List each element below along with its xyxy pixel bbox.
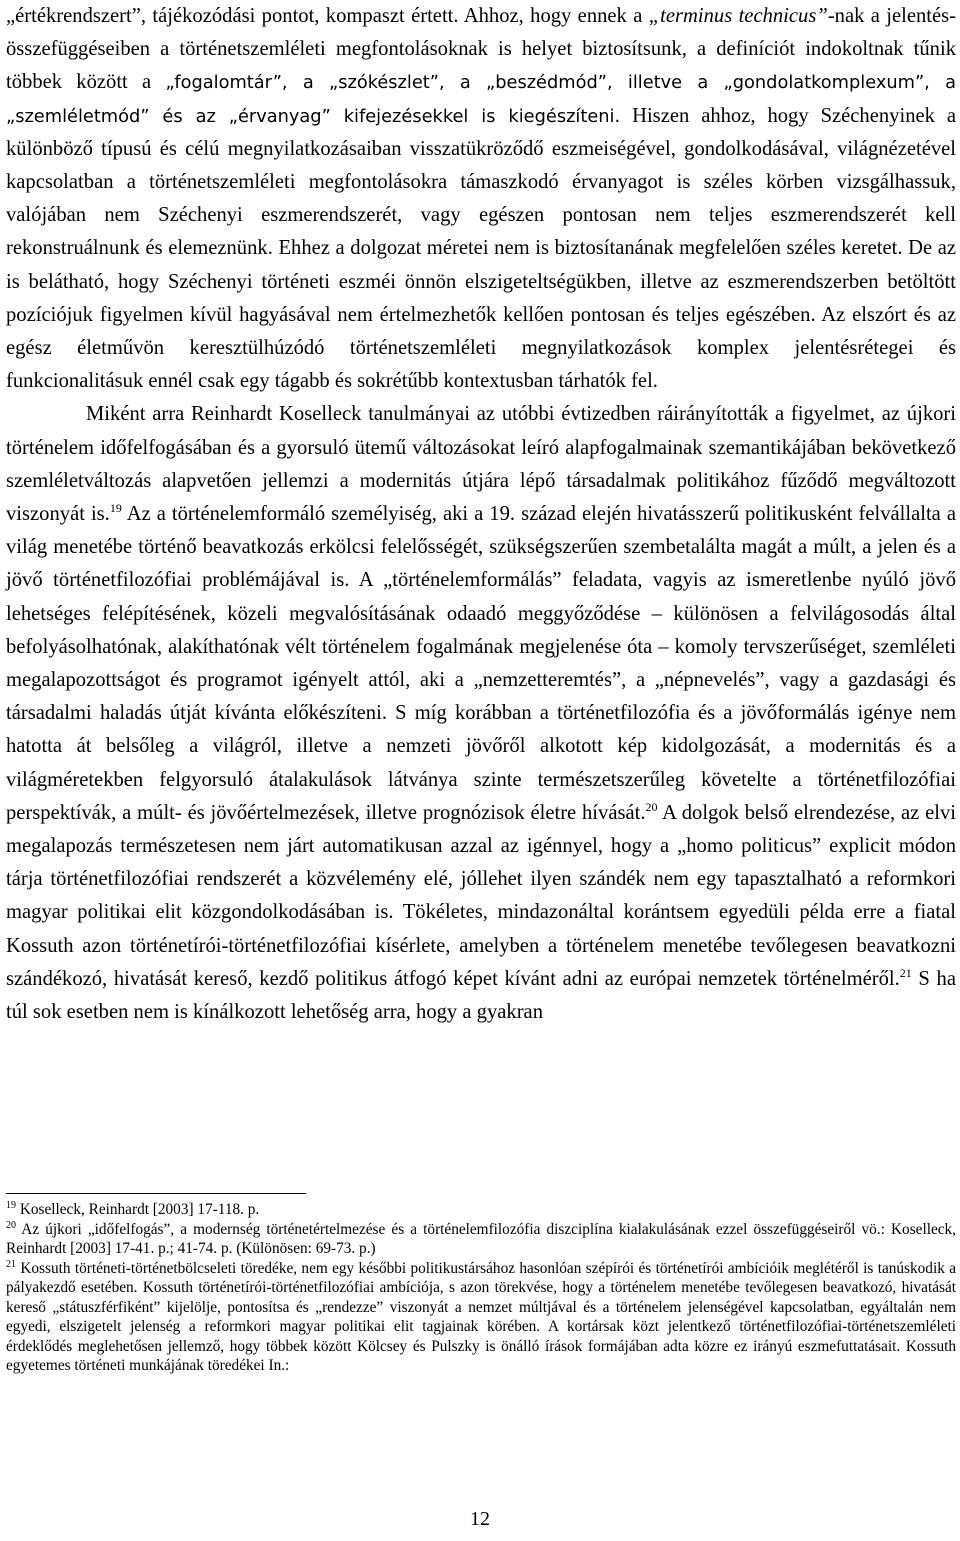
footnote-number: 21 xyxy=(6,1258,16,1270)
footnote-text: Koselleck, Reinhardt [2003] 17-118. p. xyxy=(19,1201,260,1218)
main-text xyxy=(6,0,956,1029)
footnote-text: Kossuth történeti-történetbölcseleti töredéke, nem egy későbbi politikustársához hasonlóan szépírói és történetírói ambícióik meglétéről is tanúskodik a pályakezdő esetében. Kossuth történetírói-történetfilozófiai ambíciója, s azon törekvése, hogy a történelem menetébe tevőlegesen beavatkozó, hivatását kereső „státuszférfiként” kijelölje, pontosítsa és „rendezze” viszonyát a nemzet múltjával és a történelem jelenségével kapcsolatban, egyáltalán nem egyedi, elszigetelt jelenség a reformkori magyar politikai elit tagjainak körében. A kortársak közt jelentkező történetfilozófiai-történetszemléleti érdeklődés meglehetősen jellemző, hogy többek között Kölcsey és Pulszky is önálló írások formájában adta közre ez irányú eszmefuttatásait. Kossuth egyetemes történeti munkájának töredékei In.: xyxy=(6,1259,956,1374)
text-run: A dolgok belső elrendezése, az elvi megalapozás természetesen nem járt automatikusan azzal az igénnyel, hogy a „homo politicus” explicit módon tárja történetfilozófiai rendszerét a közvélemény elé, jóllehet ilyen szándék nem egy tapasztalható a reformkori magyar politikai elit közgondolkodásában is. Tökéletes, mindazonáltal korántsem egyedüli példa erre a fiatal Kossuth azon történetírói-történetfilozófiai kísérlete, amelyben a történelem menetébe tevőlegesen beavatkozni szándékozó, hivatását kereső, kezdő politikus átfogó képet kívánt adni az európai nemzetek történelméről. xyxy=(6,801,956,990)
text-run: -nak a jelentés-összefüggéseiben a történetszemléleti megfontolásoknak is helyet biztosítsunk, a definíciót indokoltnak tűnik többek között a xyxy=(6,5,956,94)
footnote-20 xyxy=(6,1220,956,1259)
text-run: Miként arra Reinhardt Koselleck tanulmányai az utóbbi évtizedben ráirányították a figyelmet, az újkori történelem időfelfogásában és a gyorsuló ütemű változásokat leíró alapfogalmainak szemantikájában bekövetkező szemléletváltozás alapvetően jellemzi a modernitás útjára lépő társadalmak politikához fűződő megváltozott viszonyát is. xyxy=(6,403,956,526)
footnote-ref: 19 xyxy=(109,501,122,516)
text-run: Az a történelemformáló személyiség, aki a 19. század elején hivatásszerű politikusként felvállalta a világ menetébe történő beavatkozás erkölcsi felelősségét, szükségszerűen szembetalálta magát a múlt, a jelen és a jövő történetfilozófiai problémájával is. A „történelemformálás” feladata, vagyis az ismeretlenbe nyúló jövő lehetséges felépítésének, közeli megvalósításának odaadó meggyőződése – különösen a felvilágosodás által befolyásolhatónak, alakíthatónak vélt történelem fogalmának megjelenése óta – komoly tervszerűséget, szemléleti megalapozottságot és programot igényelt attól, aki a „nemzetteremtés”, a „népnevelés”, vagy a gazdasági és társadalmi haladás útját kívánta előkészíteni. S míg korábban a történetfilozófia és a jövőformálás igénye nem hatotta át belsőleg a világról, illetve a nemzeti jövőről alkotott kép kidolgozását, a modernitás és a világméretekben felgyorsuló átalakulások látványa szinte természetszerűleg követelte a történetfilozófiai perspektívák, a múlt- és jövőértelmezések, illetve prognózisok életre hívását. xyxy=(6,503,956,824)
footnote-number: 20 xyxy=(6,1219,16,1231)
page-body xyxy=(6,0,956,1029)
footnote-divider xyxy=(6,1193,306,1194)
page-number: 12 xyxy=(470,1508,490,1530)
italic-term: „terminus technicus” xyxy=(648,5,828,27)
paragraph-1 xyxy=(6,0,956,398)
text-run: „fogalomtár”, a „szókészlet”, a „beszédmód”, illetve a „gondolatkomplexum”, a „szemléletmód” és az „érvanyag” kifejezésekkel is kiegészíteni. xyxy=(6,72,956,127)
text-run: „értékrendszert”, tájékozódási pontot, kompaszt értett. Ahhoz, hogy ennek a xyxy=(6,5,649,27)
text-run: Hiszen ahhoz, hogy Széchenyinek a különböző típusú és célú megnyilatkozásaiban visszatükröződő eszmeiségével, gondolkodásával, világnézetével kapcsolatban a történetszemléleti megfontolásokra támaszkodó érvanyagot is széles körben vizsgálhassuk, valójában nem Széchenyi eszmerendszerét, vagy egészen pontosan nem teljes eszmerendszerét kell rekonstruálnunk és elemeznünk. Ehhez a dolgozat méretei nem is biztosítanának megfelelően széles keretet. De az is belátható, hogy Széchenyi történeti eszméi önnön elszigeteltségükben, illetve az eszmerendszerben betöltött pozíciójuk figyelmen kívül hagyásával nem értelmezhetők kellően pontosan és teljes egészében. Az elszórt és az egész életművön keresztülhúzódó történetszemléleti megnyilatkozások komplex jelentésrétegei és funkcionalitásuk ennél csak egy tágabb és sokrétűbb kontextusban tárhatók fel. xyxy=(6,104,956,393)
footnote-number: 19 xyxy=(6,1200,16,1211)
footnotes xyxy=(6,1193,956,1376)
text-run: S ha túl sok esetben nem is kínálkozott lehetőség arra, hogy a gyakran xyxy=(6,967,956,1024)
footnote-ref: 21 xyxy=(899,965,912,980)
paragraph-2 xyxy=(6,398,956,1029)
footnote-text: Az újkori „időfelfogás”, a modernség történetértelmezése és a történelemfilozófia diszciplína kialakulásának ezzel összefüggéseiről vö.: Koselleck, Reinhardt [2003] 17-41. p.; 41-74. p. (Különösen: 69-73. p.) xyxy=(6,1220,956,1257)
footnote-ref: 20 xyxy=(645,799,658,814)
footnote-19 xyxy=(6,1200,956,1220)
footnote-21 xyxy=(6,1259,956,1376)
